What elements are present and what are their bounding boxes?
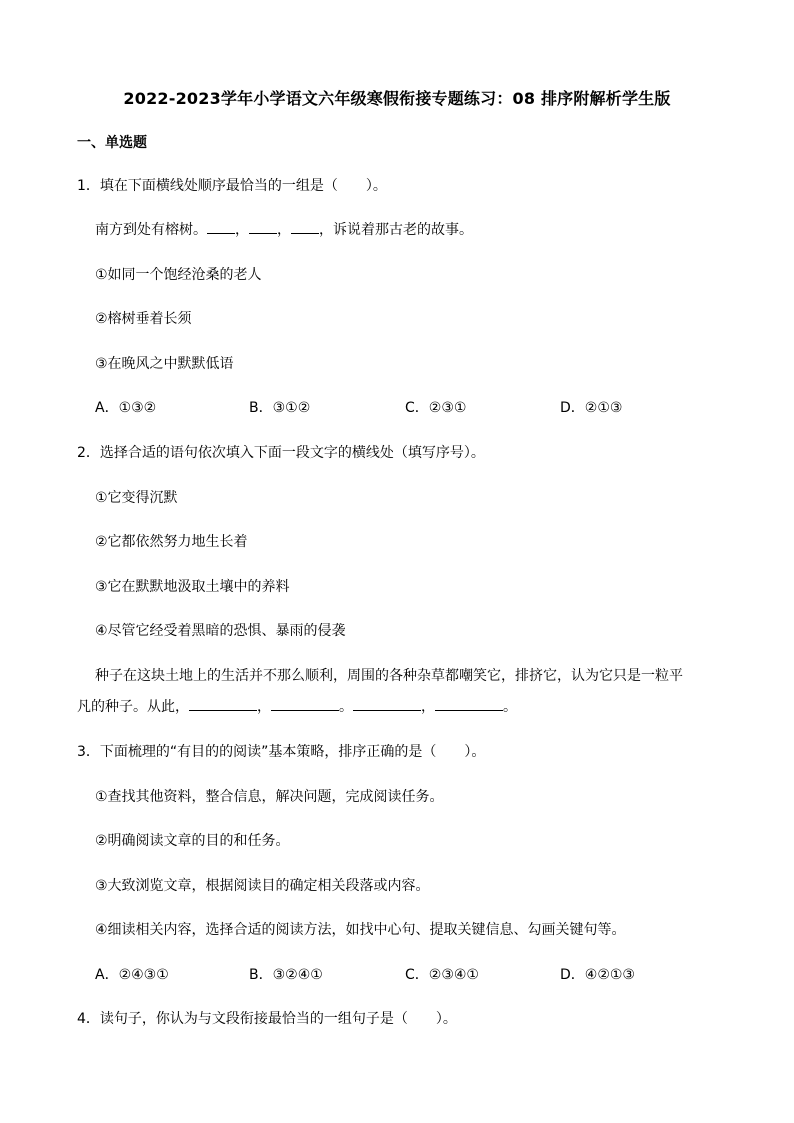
comma: ， [235,222,249,238]
period: 。 [339,699,353,715]
question-1-item: ①如同一个饱经沧桑的老人 [95,267,262,283]
period: 。 [503,699,517,715]
question-2-passage-line: 种子在这块土地上的生活并不那么顺利，周围的各种杂草都嘲笑它，排挤它，认为它只是一粒平 [95,668,683,684]
blank-3[interactable] [291,219,319,234]
option-c[interactable]: C．②③① [405,400,467,416]
comma: ， [277,222,291,238]
question-2-passage-line [77,696,517,716]
question-3-item: ④细读相关内容，选择合适的阅读方法，如找中心句、提取关键信息、勾画关键句等。 [95,922,626,938]
question-2-item: ②它都依然努力地生长着 [95,534,248,550]
question-2-item: ①它变得沉默 [95,490,178,506]
option-d[interactable]: D．④②①③ [560,967,635,983]
option-a[interactable]: A．②④③① [95,967,169,983]
question-3-item: ②明确阅读文章的目的和任务。 [95,833,290,849]
option-b[interactable]: B．③②④① [249,967,323,983]
question-1-item: ③在晚风之中默默低语 [95,356,234,372]
blank-1[interactable] [207,219,235,234]
section-heading: 一、单选题 [77,135,147,151]
question-3-item: ①查找其他资料，整合信息，解决问题，完成阅读任务。 [95,789,444,805]
question-2-stem: 2．选择合适的语句依次填入下面一段文字的横线处（填写序号）。 [77,445,485,461]
question-1-stem: 1．填在下面横线处顺序最恰当的一组是（ ）。 [77,178,387,194]
blank-3[interactable] [353,696,421,711]
question-2-item: ④尽管它经受着黑暗的恐惧、暴雨的侵袭 [95,623,346,639]
question-4-stem: 4．读句子，你认为与文段衔接最恰当的一组句子是（ ）。 [77,1011,457,1027]
question-1-item: ②榕树垂着长须 [95,311,192,327]
question-1-passage [95,219,473,239]
option-b[interactable]: B．③①② [249,400,311,416]
option-c[interactable]: C．②③④① [405,967,479,983]
document-title: 2022-2023学年小学语文六年级寒假衔接专题练习：08 排序附解析学生版 [123,89,671,108]
question-3-item: ③大致浏览文章，根据阅读目的确定相关段落或内容。 [95,878,430,894]
passage-text: 凡的种子。从此， [77,699,189,715]
question-3-stem: 3．下面梳理的“有目的的阅读”基本策略，排序正确的是（ ）。 [77,744,486,760]
option-d[interactable]: D．②①③ [560,400,623,416]
passage-text: ，诉说着那古老的故事。 [319,222,473,238]
blank-2[interactable] [271,696,339,711]
comma: ， [421,699,435,715]
option-a[interactable]: A．①③② [95,400,157,416]
blank-4[interactable] [435,696,503,711]
comma: ， [257,699,271,715]
question-2-item: ③它在默默地汲取土壤中的养料 [95,579,290,595]
passage-text: 南方到处有榕树。 [95,222,207,238]
blank-1[interactable] [189,696,257,711]
blank-2[interactable] [249,219,277,234]
